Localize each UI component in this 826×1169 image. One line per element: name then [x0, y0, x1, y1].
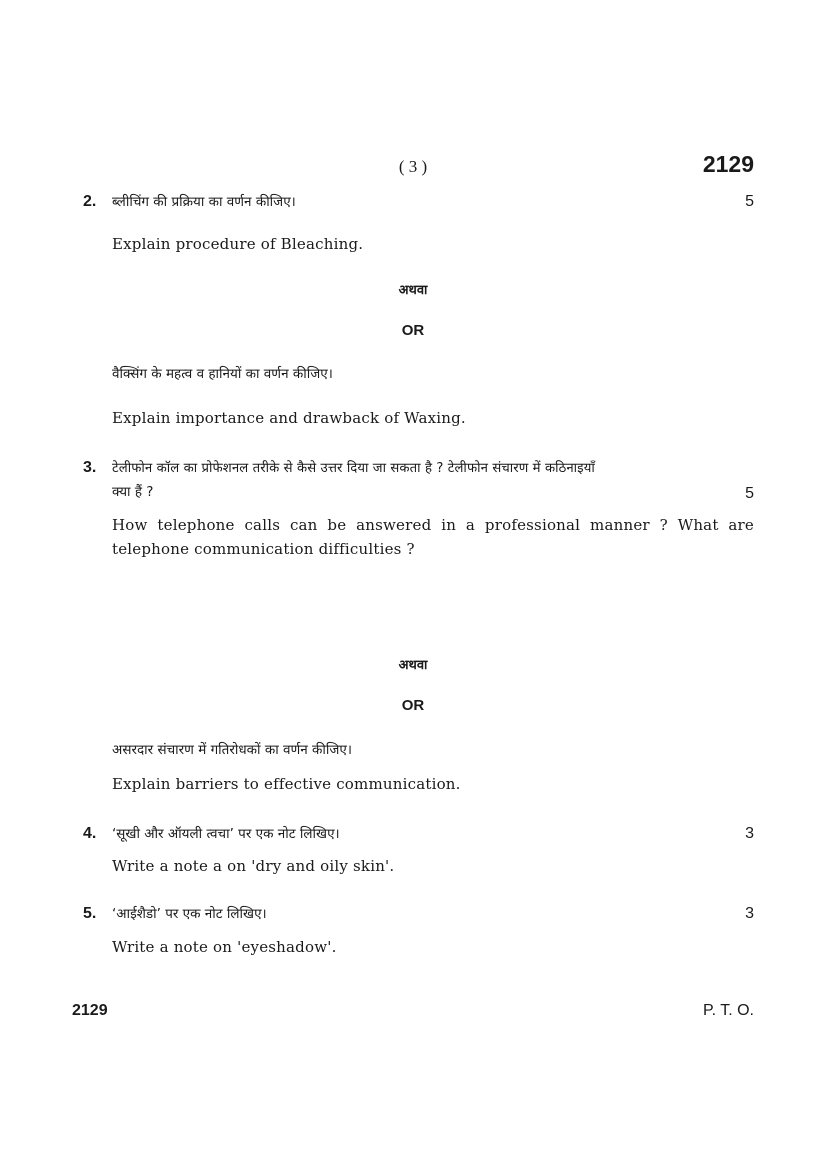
question-text-hindi: ‘सूखी और ऑयली त्वचा’ पर एक नोट लिखिए।: [112, 826, 340, 842]
footer-pto: P. T. O.: [703, 1002, 754, 1019]
question-text-hindi: टेलीफोन कॉल का प्रोफेशनल तरीके से कैसे उत्तर दिया जा सकता है ? टेलीफोन संचारण में कठिनाइयाँ: [112, 461, 595, 476]
alternative-question-english: Explain importance and drawback of Waxing.: [112, 409, 466, 427]
question-number: 3.: [83, 459, 97, 476]
alternative-question-english: Explain barriers to effective communication.: [112, 775, 461, 793]
alternative-label-or: OR: [401, 322, 425, 339]
question-number: 5.: [83, 905, 97, 922]
question-text-english: Write a note a on 'dry and oily skin'.: [112, 857, 395, 875]
question-text-hindi-continued: क्या हैं ?: [112, 484, 154, 500]
question-text-english: Explain procedure of Bleaching.: [112, 235, 364, 253]
question-number: 4.: [83, 825, 97, 842]
question-text-english: How telephone calls can be answered in a professional manner ? What are telephone communication difficulties ?: [112, 516, 754, 558]
question-text-hindi: ब्लीचिंग की प्रक्रिया का वर्णन कीजिए।: [112, 194, 296, 210]
alternative-question-hindi: असरदार संचारण में गतिरोधकों का वर्णन कीजिए।: [112, 742, 353, 758]
question-text-hindi: ‘आईशैडो’ पर एक नोट लिखिए।: [112, 906, 267, 922]
question-text-english: Write a note on 'eyeshadow'.: [112, 938, 337, 956]
alternative-label-or: OR: [401, 697, 425, 714]
alternative-question-hindi: वैक्सिंग के महत्व व हानियों का वर्णन कीजिए।: [112, 366, 333, 382]
question-marks: 5: [745, 193, 754, 210]
alternative-label-hindi: अथवा: [398, 658, 428, 673]
question-number: 2.: [83, 193, 97, 210]
question-marks: 5: [745, 485, 754, 502]
question-marks: 3: [745, 905, 754, 922]
footer-paper-code: 2129: [72, 1002, 108, 1019]
paper-code: 2129: [702, 151, 754, 177]
alternative-label-hindi: अथवा: [398, 283, 428, 298]
question-marks: 3: [745, 825, 754, 842]
page-number: ( 3 ): [398, 157, 428, 176]
